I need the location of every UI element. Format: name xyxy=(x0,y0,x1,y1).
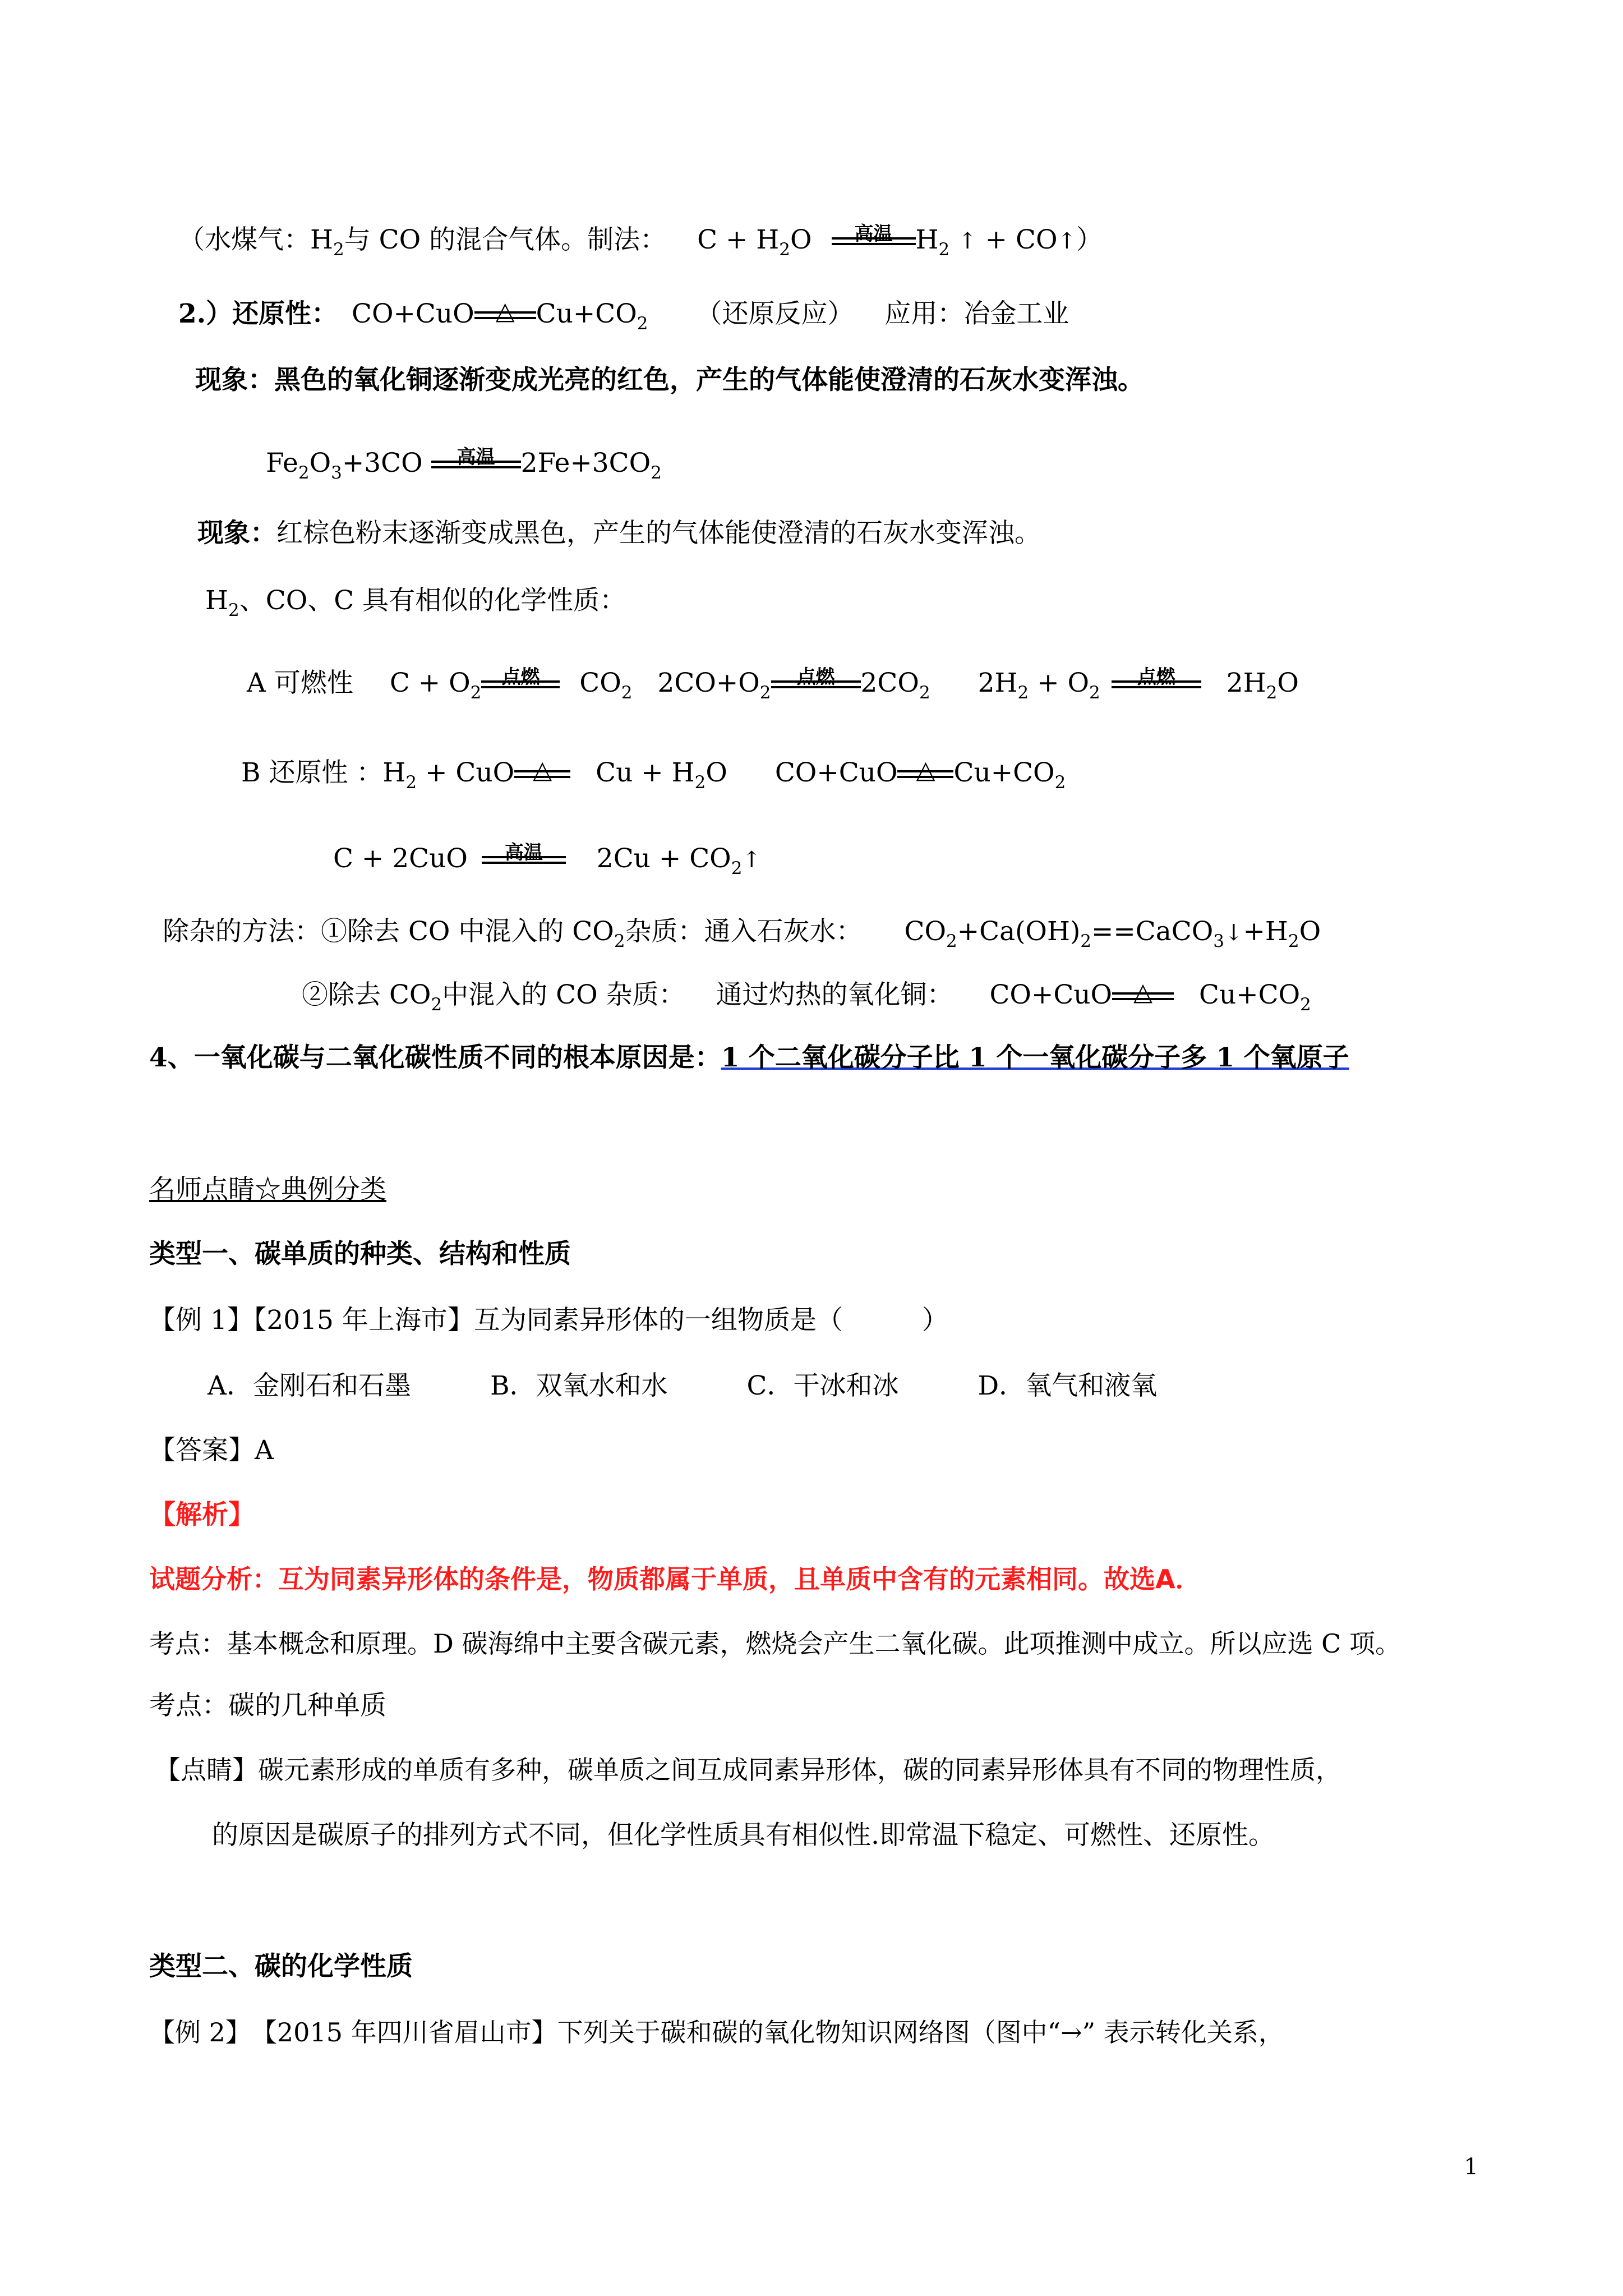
analysis-text: 试题分析：互为同素异形体的条件是，物质都属于单质，且单质中含有的元素相同。故选A． xyxy=(149,1564,1201,1594)
sub: 2 xyxy=(470,683,482,703)
water-gas-line xyxy=(178,223,1103,260)
eq: O xyxy=(706,757,727,788)
impurity-text: 中混入的 CO 杂质： xyxy=(442,979,685,1010)
eq-left-tail: +3CO xyxy=(342,448,423,478)
close-paren: ） xyxy=(1076,224,1103,255)
impurity-line-1 xyxy=(163,916,1321,951)
eq: CO+CuO xyxy=(989,979,1113,1010)
eq: ==CaCO xyxy=(1091,916,1214,947)
sub: 2 xyxy=(637,314,648,334)
sub: 2 xyxy=(405,772,417,793)
reducibility-label: 2.）还原性： xyxy=(178,298,338,329)
impurity-line-2 xyxy=(302,978,1311,1015)
phenomenon-1: 现象：黑色的氧化铜逐渐变成光亮的红色，产生的气体能使澄清的石灰水变浑浊。 xyxy=(195,365,1144,395)
eq: +H xyxy=(1243,916,1288,947)
point-4 xyxy=(149,1043,1349,1073)
sub: 2 xyxy=(1017,683,1029,703)
heat-icon: △ xyxy=(916,756,935,784)
sub: 2 xyxy=(779,240,791,260)
reaction-condition: 点燃 xyxy=(1137,666,1175,688)
gas-arrow-icon: ↑ xyxy=(742,847,761,873)
heat-icon: △ xyxy=(495,297,515,325)
water-gas-intro: （水煤气：H xyxy=(178,224,333,255)
eq-left: CO+CuO xyxy=(352,298,474,329)
eq: 2CO xyxy=(860,668,919,698)
impurity-text: 杂质：通入石灰水： xyxy=(625,916,863,947)
eq: C + 2CuO xyxy=(333,843,468,874)
eq: Cu + H xyxy=(596,757,695,788)
sub: 2 xyxy=(1054,772,1066,793)
phenomenon-text: 红棕色粉末逐渐变成黑色，产生的气体能使澄清的石灰水变浑浊。 xyxy=(276,518,1041,549)
product-h: H xyxy=(915,224,939,255)
sub: 2 xyxy=(333,240,344,260)
example-1-options: A．金刚石和石墨 B．双氧水和水 C．干冰和冰 D．氧气和液氧 xyxy=(208,1370,1158,1401)
eq: + CuO xyxy=(417,757,515,788)
example-1-answer: 【答案】A xyxy=(149,1435,274,1466)
sub: 2 xyxy=(694,772,706,793)
type-2-heading: 类型二、碳的化学性质 xyxy=(149,1951,413,1982)
similar-properties-title xyxy=(205,585,626,620)
sub: 2 xyxy=(651,463,662,483)
water-gas-intro-mid: 与 CO 的混合气体。制法： xyxy=(344,224,667,255)
application: 应用：冶金工业 xyxy=(884,298,1069,329)
eq-left-mid: O xyxy=(309,448,331,478)
eq: 2H xyxy=(1226,668,1266,698)
impurity-text: 除杂的方法：①除去 CO 中混入的 CO xyxy=(163,916,614,947)
sub: 2 xyxy=(1089,683,1100,703)
sub: 2 xyxy=(1266,683,1278,703)
eq: CO xyxy=(904,916,946,947)
reactant: C + H xyxy=(697,224,780,255)
gas-arrow-icon: ↑ xyxy=(1057,228,1076,254)
sub: 2 xyxy=(431,995,442,1015)
title-b: 、CO、C 具有相似的化学性质： xyxy=(239,585,626,616)
dianjing-2: 的原因是碳原子的排列方式不同，但化学性质具有相似性.即常温下稳定、可燃性、还原性。 xyxy=(212,1820,1275,1851)
example-2-question: 【例 2】 【2015 年四川省眉山市】下列关于碳和碳的氧化物知识网络图（图中“→” 表示转化关系， xyxy=(149,2017,1284,2047)
eq: Cu+CO xyxy=(1199,979,1301,1010)
eq-right: 2Fe+3CO xyxy=(520,448,651,478)
type-1-heading: 类型一、碳单质的种类、结构和性质 xyxy=(149,1239,571,1269)
point-4-answer: 1 个二氧化碳分子比 1 个一氧化碳分子多 1 个氧原子 xyxy=(721,1042,1349,1073)
reducibility-b-line xyxy=(241,756,1066,793)
sub: 2 xyxy=(938,240,950,260)
dianjing-1: 【点睛】碳元素形成的单质有多种，碳单质之间互成同素异形体，碳的同素异形体具有不同的物理性质， xyxy=(155,1755,1341,1785)
product-co: + CO xyxy=(976,224,1058,255)
reducibility-line xyxy=(178,297,1069,334)
reaction-condition: 高温 xyxy=(854,223,893,245)
reducibility-b-label: B 还原性 ：H xyxy=(241,757,406,788)
reaction-type: （还原反应） xyxy=(695,298,854,329)
combustibility-line xyxy=(247,666,1299,703)
reaction-condition: 高温 xyxy=(457,446,495,468)
page-number: 1 xyxy=(1464,2154,1478,2180)
gas-arrow-icon: ↑ xyxy=(958,228,977,254)
title-a: H xyxy=(205,585,228,616)
sub: 2 xyxy=(919,683,930,703)
eq: O xyxy=(1299,916,1321,947)
example-1-question: 【例 1】【2015 年上海市】互为同素异形体的一组物质是（ ） xyxy=(149,1305,948,1336)
sub: 2 xyxy=(228,600,239,620)
sub: 2 xyxy=(946,931,957,951)
heat-icon: △ xyxy=(533,756,552,784)
eq: +Ca(OH) xyxy=(957,916,1081,947)
eq: Cu+CO xyxy=(953,757,1055,788)
reaction-condition: 高温 xyxy=(504,841,543,864)
reactant-tail: O xyxy=(790,224,812,255)
eq: 2CO+O xyxy=(657,668,760,698)
sub: 2 xyxy=(1300,995,1311,1015)
combustibility-label: A 可燃性 xyxy=(247,668,353,698)
eq: C + O xyxy=(389,668,471,698)
precipitate-arrow-icon: ↓ xyxy=(1224,920,1243,946)
eq-right: Cu+CO xyxy=(536,298,637,329)
phenomenon-label: 现象： xyxy=(197,518,276,549)
impurity-text: ②除去 CO xyxy=(302,979,431,1010)
point-4-prefix: 4、一氧化碳与二氧化碳性质不同的根本原因是： xyxy=(149,1042,721,1073)
sub: 2 xyxy=(614,931,625,951)
sub: 2 xyxy=(731,858,743,878)
sub: 2 xyxy=(759,683,771,703)
eq: + O xyxy=(1029,668,1090,698)
analysis-label: 【解析】 xyxy=(149,1499,255,1530)
eq: 2H xyxy=(978,668,1018,698)
carbon-reduction-line xyxy=(333,841,761,878)
reaction-condition: 点燃 xyxy=(501,666,540,688)
sub: 2 xyxy=(1288,931,1299,951)
eq: O xyxy=(1277,668,1299,698)
reaction-condition: 点燃 xyxy=(796,666,835,688)
phenomenon-2 xyxy=(197,519,1041,548)
eq-left: Fe xyxy=(266,448,298,478)
sub: 3 xyxy=(1213,931,1225,951)
heat-icon: △ xyxy=(1133,978,1153,1006)
iron-oxide-equation xyxy=(266,446,662,483)
kaodian-2: 考点：碳的几种单质 xyxy=(149,1690,386,1721)
eq: 2Cu + CO xyxy=(596,843,731,874)
sub: 3 xyxy=(331,463,342,483)
impurity-text: 通过灼热的氧化铜： xyxy=(716,979,953,1010)
sub: 2 xyxy=(1080,931,1092,951)
sub: 2 xyxy=(298,463,310,483)
kaodian-1: 考点：基本概念和原理。D 碳海绵中主要含碳元素，燃烧会产生二氧化碳。此项推测中成立。所以应选 C 项。 xyxy=(149,1628,1401,1659)
eq: CO xyxy=(579,668,621,698)
section-title: 名师点睛☆典例分类 xyxy=(149,1174,386,1205)
eq: CO+CuO xyxy=(774,757,898,788)
sub: 2 xyxy=(621,683,633,703)
